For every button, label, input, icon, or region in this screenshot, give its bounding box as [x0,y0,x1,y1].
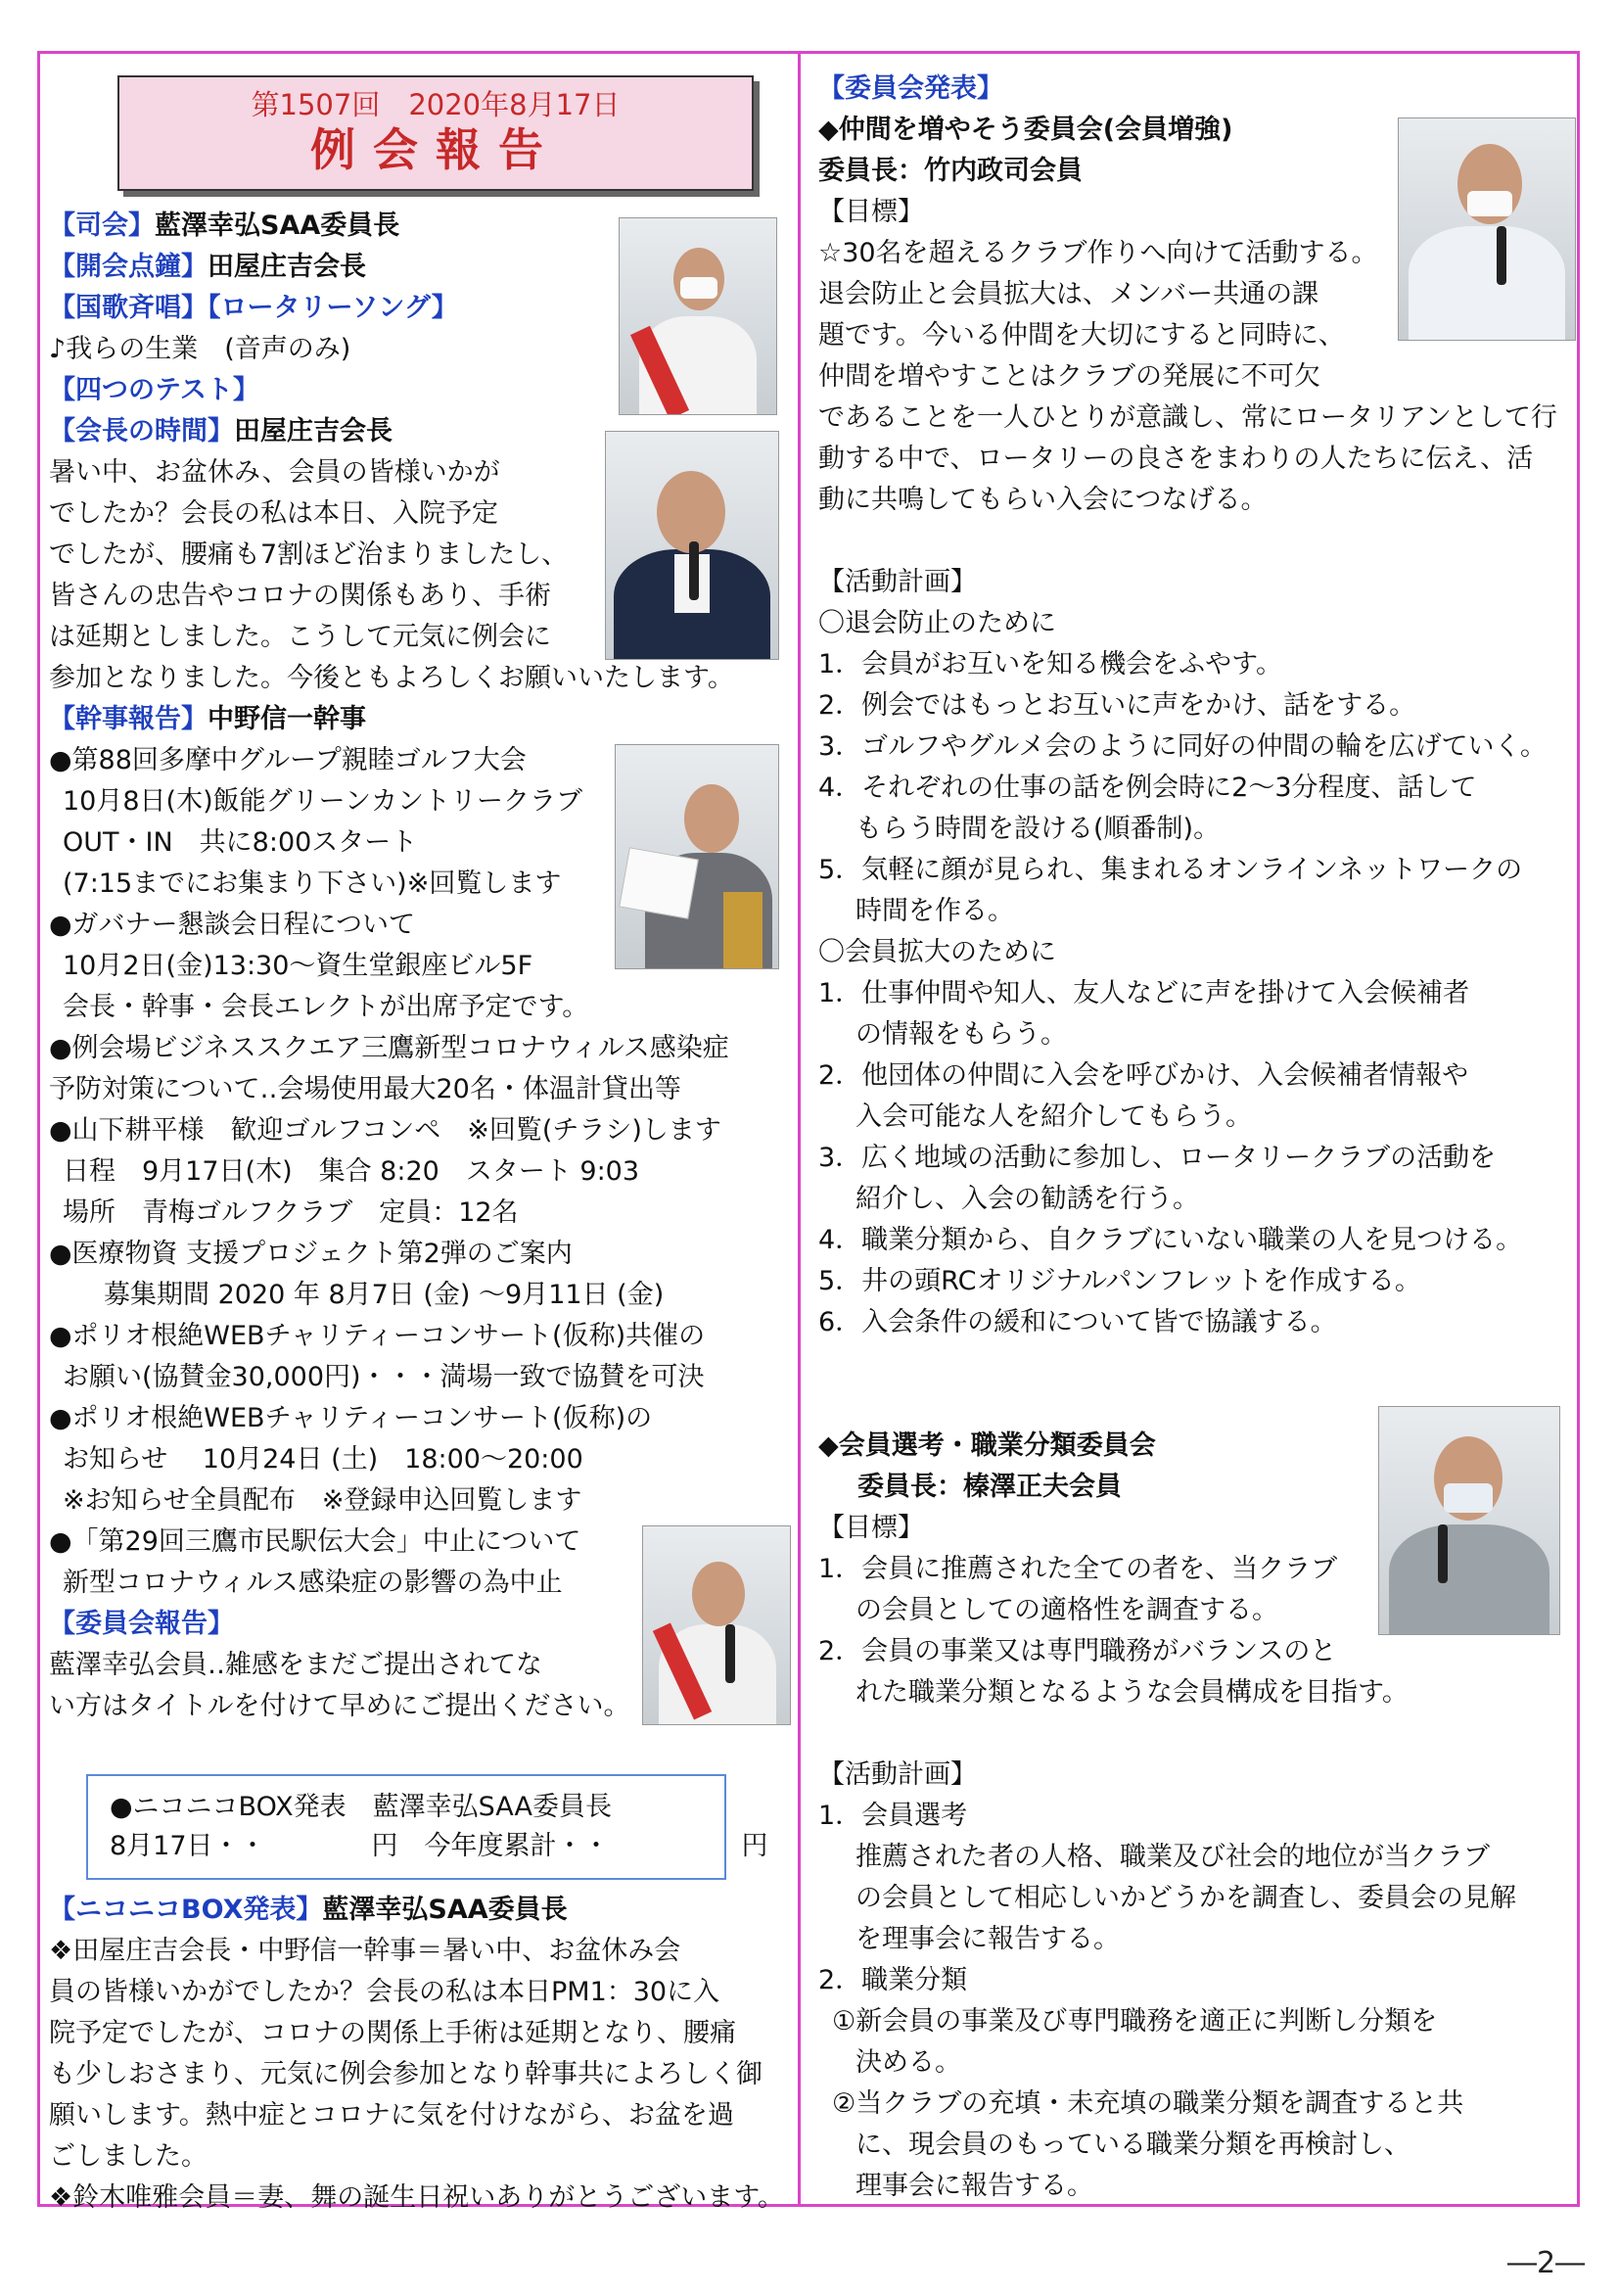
left-line [49,1357,793,1398]
title-box [117,75,754,191]
left-line [49,1151,793,1193]
plan-line: 2．他団体の仲間に入会を呼びかけ、入会候補者情報や [818,1060,1469,1091]
line-text: ●ポリオ根絶WEBチャリティーコンサート(仮称)の [49,1403,653,1433]
line-text: ●第88回多摩中グループ親睦ゴルフ大会 [49,745,527,775]
line-text: ●山下耕平様 歓迎ゴルフコンペ ※回覧(チラシ)します [49,1115,721,1146]
section-tag: 【委員会報告】 [49,1609,234,1639]
line-text: 10月2日(金)13:30～資生堂銀座ビル5F [63,951,533,981]
plan-line: 紹介し、入会の勧誘を行う。 [855,1184,1199,1214]
goal-line: れた職業分類となるような会員構成を目指す。 [855,1677,1409,1708]
line-text: 皆さんの忠告やコロナの関係もあり、手術 [49,581,551,611]
line-text: 募集期間 2020 年 8月7日 (金) ～9月11日 (金) [104,1280,665,1310]
line-text: OUT・IN 共に8:00スタート [63,827,418,858]
line-text: 日程 9月17日(木) 集合 8:20 スタート 9:03 [63,1156,640,1187]
plan-line: 時間を作る。 [855,896,1014,926]
plan-line: 2．職業分類 [818,1965,968,1995]
plan-label: 【活動計画】 [818,1759,977,1790]
line-text: お願い(協賛金30,000円)・・・満場一致で協賛を可決 [63,1362,705,1392]
nico-box-line1: ●ニコニコBOX発表 藍澤幸弘SAA委員長 [110,1792,612,1822]
left-line [49,1398,793,1439]
plan-line: 5．井の頭RCオリジナルパンフレットを作成する。 [818,1266,1421,1296]
line-text: 新型コロナウィルス感染症の影響の為中止 [63,1568,563,1598]
left-line [49,1028,793,1069]
line-text: ●ポリオ根絶WEBチャリティーコンサート(仮称)共催の [49,1321,706,1351]
plan-line: ①新会員の事業及び専門職務を適正に判断し分類を [832,2006,1438,2037]
left-line [49,699,793,740]
line-text: は延期としました。こうして元気に例会に [49,622,551,652]
plan-line: 4．職業分類から、自クラブにいない職業の人を見つける。 [818,1225,1523,1255]
plan-line: 6．入会条件の緩和について皆で協議する。 [818,1307,1337,1337]
line-text: 暑い中、お盆休み、会員の皆様いかが [49,457,500,488]
plan-line: 〇退会防止のために [818,608,1056,638]
nico-line: も少しおさまり、元気に例会参加となり幹事共によろしく御 [49,2059,763,2089]
goal-line: の会員としての適格性を調査する。 [855,1595,1278,1625]
line-text: お知らせ 10月24日 (土) 18:00～20:00 [63,1444,583,1475]
committee-chair: 委員長：竹内政司会員 [818,156,1083,186]
line-text: ●「第29回三鷹市民駅伝大会」中止について [49,1526,581,1557]
secretary-photo [615,744,779,969]
nico-line: 院予定でしたが、コロナの関係上手術は延期となり、腰痛 [49,2018,736,2048]
plan-line: もらう時間を設ける(順番制)。 [855,814,1221,844]
left-line [49,658,793,699]
plan-line: 2．例会ではもっとお互いに声をかけ、話をする。 [818,690,1416,721]
column-divider [798,51,801,2207]
left-line [49,1480,793,1522]
left-line [49,1193,793,1234]
president-photo [605,431,779,660]
page-title: 例会報告 [310,123,561,176]
section-tag: 【開会点鐘】 [49,252,208,282]
goal-line: 動する中で、ロータリーの良さをまわりの人たちに伝え、活 [818,444,1534,474]
committee-title: ◆仲間を増やそう委員会(会員増強) [818,115,1233,145]
nico-box-summary [86,1774,768,1880]
nico-line: 員の皆様いかがでしたか？会長の私は本日PM1：30に入 [49,1977,720,2007]
goal-line: 1．会員に推薦された全ての者を、当クラブ [818,1554,1338,1584]
left-line [49,1069,793,1110]
line-text: でしたが、腰痛も7割ほど治まりましたし、 [49,539,569,570]
plan-line: 3．広く地域の活動に参加し、ロータリークラブの活動を [818,1143,1497,1173]
plan-line: を理事会に報告する。 [855,1924,1120,1954]
goal-label: 【目標】 [818,197,924,227]
goal-line: 動に共鳴してもらい入会につなげる。 [818,485,1268,515]
nico-section [49,1890,784,2219]
plan-line: 1．仕事仲間や知人、友人などに声を掛けて入会候補者 [818,978,1470,1008]
takeuchi-photo [1398,117,1576,341]
section-tag: 【会長の時間】 [49,416,234,446]
committee-chair: 委員長：榛澤正夫会員 [857,1472,1122,1502]
left-line [49,1439,793,1480]
plan-line: 〇会員拡大のために [818,937,1056,967]
left-line [49,987,793,1028]
line-text: 参加となりました。今後ともよろしくお願いいたします。 [49,663,734,693]
goal-line: であることを一人ひとりが意識し、常にロータリアンとして行 [818,402,1557,433]
section-tag: 【司会】 [49,211,155,241]
plan-line: 決める。 [855,2047,961,2078]
plan-line: 入会可能な人を紹介してもらう。 [855,1101,1252,1132]
plan-line: 理事会に報告する。 [855,2171,1093,2201]
line-text: 田屋庄吉会長 [234,416,393,446]
line-text: ※お知らせ全員配布 ※登録申込回覧します [63,1485,582,1516]
nico-line: ごしました。 [49,2141,208,2172]
issue-date: 第1507回 2020年8月17日 [251,88,621,121]
plan-line: の情報をもらう。 [855,1019,1067,1050]
left-line [49,1316,793,1357]
nico-line: ❖田屋庄吉会長・中野信一幹事＝暑い中、お盆休み会 [49,1936,681,1966]
line-text: ●ガバナー懇談会日程について [49,910,416,940]
left-line [49,1234,793,1275]
goal-label: 【目標】 [818,1513,924,1543]
goal-line: ☆30名を超えるクラブ作りへ向けて活動する。 [818,238,1378,268]
saa-photo [619,217,777,415]
line-text: 会長・幹事・会長エレクトが出席予定です。 [63,992,589,1022]
section-tag: 【四つのテスト】 [49,375,259,405]
committee-report-photo [642,1525,791,1725]
line-text: 藍澤幸弘SAA委員長 [155,211,400,241]
harisawa-photo [1378,1406,1560,1635]
line-text: ●例会場ビジネススクエア三鷹新型コロナウィルス感染症 [49,1033,729,1063]
nico-heading-text: 藍澤幸弘SAA委員長 [322,1895,568,1925]
left-line [49,1275,793,1316]
plan-line: に、現会員のもっている職業分類を再検討し、 [855,2130,1410,2160]
plan-line: ②当クラブの充填・未充填の職業分類を調査すると共 [832,2088,1464,2119]
line-text: 田屋庄吉会長 [208,252,366,282]
plan-line: 4．それぞれの仕事の話を例会時に2～3分程度、話して [818,773,1477,803]
line-text: い方はタイトルを付けて早めにご提出ください。 [49,1691,630,1721]
line-text: 藍澤幸弘会員‥雑感をまだご提出されてな [49,1650,543,1680]
line-text: でしたか？会長の私は本日、入院予定 [49,498,498,529]
plan-line: 1．会員がお互いを知る機会をふやす。 [818,649,1283,679]
nico-line: 願いします。熱中症とコロナに気を付けながら、お盆を過 [49,2100,734,2131]
plan-label: 【活動計画】 [818,567,977,597]
plan-line: 推薦された者の人格、職業及び社会的地位が当クラブ [855,1842,1490,1872]
page-number: ―2― [1507,2246,1586,2280]
plan-line: 1．会員選考 [818,1801,968,1831]
line-text: ●医療物資 支援プロジェクト第2弾のご案内 [49,1239,573,1269]
nico-heading-tag: 【ニコニコBOX発表】 [49,1895,323,1925]
left-line [49,1110,793,1151]
line-text: 場所 青梅ゴルフクラブ 定員：12名 [63,1197,519,1228]
goal-line: 仲間を増やすことはクラブの発展に不可欠 [818,361,1320,392]
goal-line: 題です。今いる仲間を大切にすると同時に、 [818,320,1345,351]
plan-line: 5．気軽に顔が見られ、集まれるオンラインネットワークの [818,855,1523,885]
nico-line: ❖鈴木唯雅会員＝妻、舞の誕生日祝いありがとうございます。 [49,2182,785,2213]
nico-box-line2: 8月17日・・ 円 今年度累計・・ 円 [110,1831,768,1861]
line-text: 中野信一幹事 [208,704,366,734]
line-text: 予防対策について‥会場使用最大20名・体温計貸出等 [49,1074,681,1104]
section-tag: 【国歌斉唱】【ロータリーソング】 [49,293,458,323]
committee-heading: 【委員会発表】 [818,73,1003,104]
plan-line: 3．ゴルフやグルメ会のように同好の仲間の輪を広げていく。 [818,731,1548,762]
goal-line: 退会防止と会員拡大は、メンバー共通の課 [818,279,1319,309]
plan-line: の会員として相応しいかどうかを調査し、委員会の見解 [855,1883,1516,1913]
committee-title: ◆会員選考・職業分類委員会 [818,1430,1156,1461]
line-text: (7:15までにお集まり下さい)※回覧します [63,868,562,899]
right-column [818,69,1557,2207]
line-text: ♪我らの生業 (音声のみ) [49,334,351,364]
goal-line: 2．会員の事業又は専門職務がバランスのと [818,1636,1337,1666]
line-text: 10月8日(木)飯能グリーンカントリークラブ [63,786,583,817]
section-tag: 【幹事報告】 [49,704,208,734]
